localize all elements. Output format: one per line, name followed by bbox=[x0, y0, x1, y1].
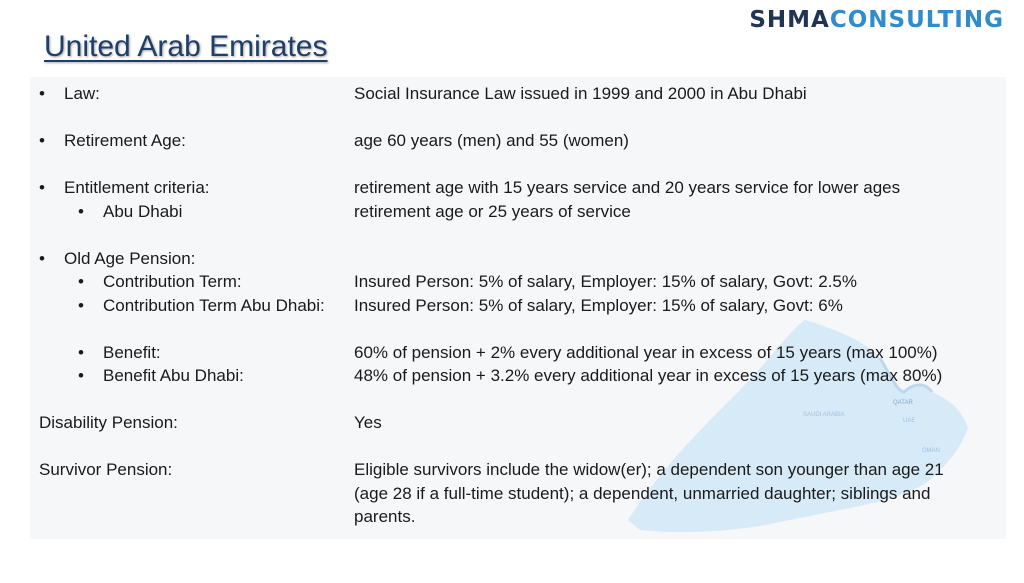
row-benefit bbox=[30, 341, 980, 365]
bullet: • bbox=[78, 366, 84, 385]
row-contribution-term-abu-dhabi bbox=[30, 294, 980, 318]
bullet: • bbox=[78, 295, 84, 315]
row-disability-pension bbox=[30, 411, 980, 435]
map-label-uae: UAE bbox=[903, 418, 916, 424]
entitlement-label: Entitlement criteria: bbox=[64, 178, 210, 197]
bullet: • bbox=[39, 248, 45, 268]
shma-consulting-logo bbox=[749, 6, 1004, 34]
bullet: • bbox=[39, 84, 45, 103]
retirement-age-label: Retirement Age: bbox=[64, 131, 186, 150]
law-label: Law: bbox=[64, 84, 100, 103]
row-survivor-pension bbox=[30, 458, 980, 529]
bullet: • bbox=[78, 342, 84, 362]
row-retirement-age bbox=[30, 129, 980, 153]
bullet: • bbox=[78, 201, 84, 221]
bullet: • bbox=[39, 178, 45, 197]
retirement-age-value: age 60 years (men) and 55 (women) bbox=[354, 131, 629, 150]
page-title: United Arab Emirates bbox=[44, 30, 328, 63]
benefit-label: Benefit: bbox=[103, 342, 161, 362]
row-entitlement-abu-dhabi bbox=[30, 200, 980, 224]
disability-pension-value: Yes bbox=[354, 413, 382, 432]
logo-consulting: CONSULTING bbox=[829, 7, 1004, 33]
bullet: • bbox=[39, 131, 45, 150]
map-label-qatar: QATAR bbox=[893, 400, 913, 406]
row-law bbox=[30, 82, 980, 106]
row-benefit-abu-dhabi bbox=[30, 364, 980, 388]
map-label-saudi-arabia: SAUDI ARABIA bbox=[803, 412, 845, 418]
benefit-abu-dhabi-label: Benefit Abu Dhabi: bbox=[103, 366, 244, 385]
benefit-abu-dhabi-value: 48% of pension + 3.2% every additional year in excess of 15 years (max 80%) bbox=[354, 366, 943, 385]
row-contribution-term bbox=[30, 270, 980, 294]
row-entitlement bbox=[30, 176, 980, 200]
benefit-value: 60% of pension + 2% every additional year in excess of 15 years (max 100%) bbox=[354, 342, 938, 362]
old-age-pension-label: Old Age Pension: bbox=[64, 248, 196, 268]
law-value: Social Insurance Law issued in 1999 and 2000 in Abu Dhabi bbox=[354, 84, 807, 103]
contribution-term-label: Contribution Term: bbox=[103, 272, 242, 291]
contribution-term-abu-dhabi-value: Insured Person: 5% of salary, Employer: 15% of salary, Govt: 6% bbox=[354, 295, 843, 315]
entitlement-value: retirement age with 15 years service and 20 years service for lower ages bbox=[354, 178, 901, 197]
entitlement-abu-dhabi-value: retirement age or 25 years of service bbox=[354, 201, 631, 221]
contribution-term-value: Insured Person: 5% of salary, Employer: 15% of salary, Govt: 2.5% bbox=[354, 272, 857, 291]
survivor-pension-value: Eligible survivors include the widow(er); a dependent son younger than age 21 (age 28 if a full-time student); a dependent, unmarried daughter; siblings and parents. bbox=[354, 460, 944, 526]
contribution-term-abu-dhabi-label: Contribution Term Abu Dhabi: bbox=[103, 295, 325, 315]
row-old-age-pension bbox=[30, 247, 980, 271]
map-label-oman: OMAN bbox=[922, 448, 940, 454]
survivor-pension-label: Survivor Pension: bbox=[39, 460, 173, 479]
bullet: • bbox=[78, 272, 84, 291]
entitlement-abu-dhabi-label: Abu Dhabi bbox=[103, 201, 183, 221]
logo-shma: SHMA bbox=[749, 7, 830, 33]
pension-details bbox=[30, 82, 980, 529]
disability-pension-label: Disability Pension: bbox=[39, 413, 178, 432]
